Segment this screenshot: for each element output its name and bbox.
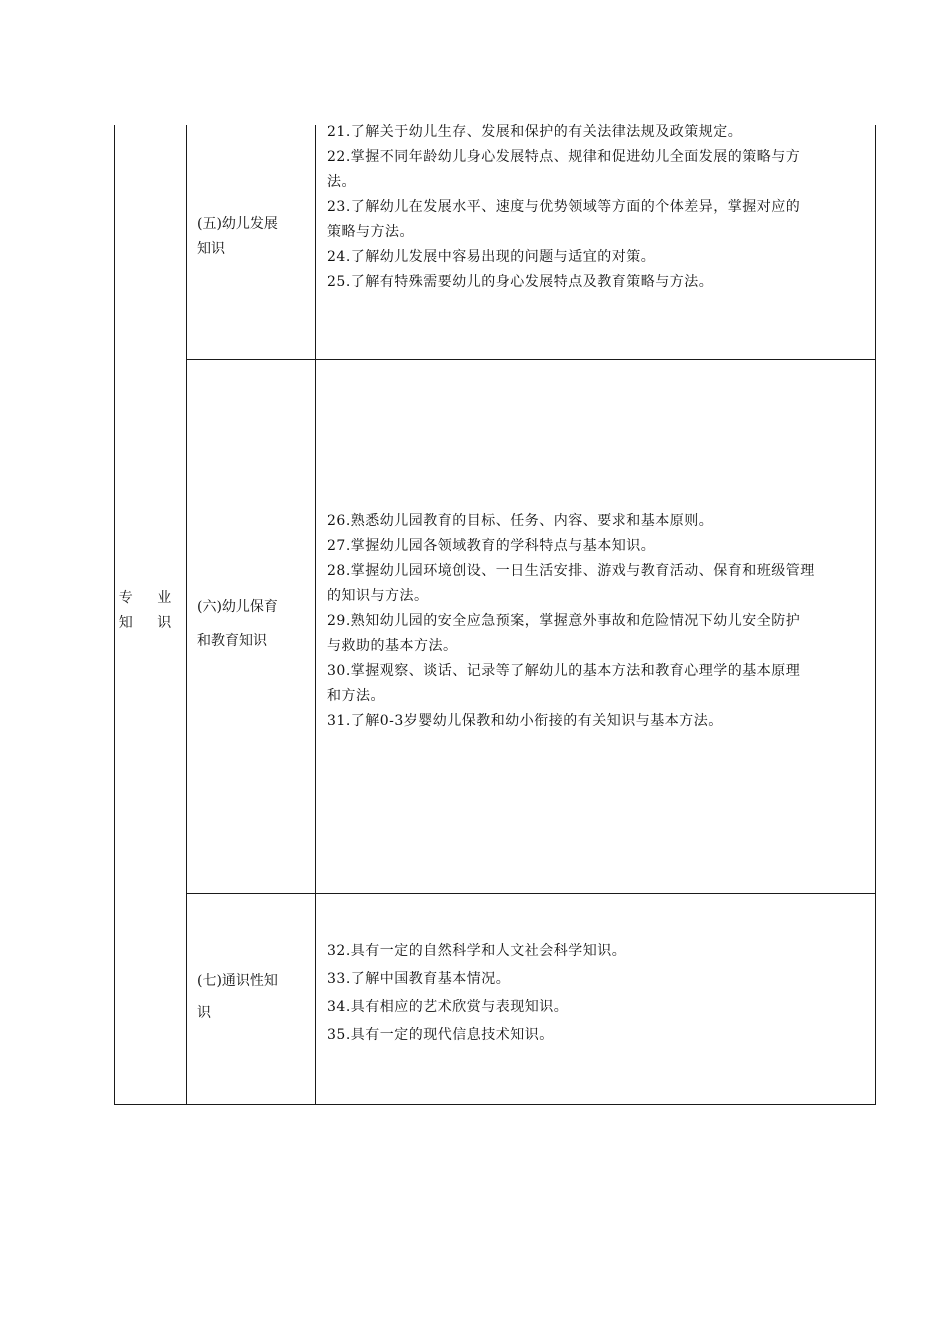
- list-item: 35.具有一定的现代信息技术知识。: [327, 1027, 554, 1043]
- list-item: 法。: [327, 174, 356, 190]
- section-title-7-line2: 识: [197, 1005, 211, 1021]
- row-divider-2: [186, 893, 876, 894]
- category-label: [114, 586, 186, 636]
- section-title-6-line2: 和教育知识: [197, 633, 267, 649]
- list-item: 33.了解中国教育基本情况。: [327, 971, 511, 987]
- list-item: 23.了解幼儿在发展水平、速度与优势领域等方面的个体差异，掌握对应的: [327, 199, 801, 215]
- table-divider-2: [315, 125, 316, 1105]
- section-title-5-line1: (五)幼儿发展: [197, 216, 278, 232]
- list-item: 28.掌握幼儿园环境创设、一日生活安排、游戏与教育活动、保育和班级管理: [327, 563, 815, 579]
- category-label-line2: 知 识: [118, 615, 182, 631]
- row-divider-1: [186, 359, 876, 360]
- list-item: 31.了解0-3岁婴幼儿保教和幼小衔接的有关知识与基本方法。: [327, 713, 723, 729]
- list-item: 21.了解关于幼儿生存、发展和保护的有关法律法规及政策规定。: [327, 124, 743, 140]
- section-title-7: [197, 965, 309, 1029]
- list-item: 与救助的基本方法。: [327, 638, 458, 654]
- section-content-7: [327, 937, 872, 1049]
- list-item: 32.具有一定的自然科学和人文社会科学知识。: [327, 943, 627, 959]
- list-item: 22.掌握不同年龄幼儿身心发展特点、规律和促进幼儿全面发展的策略与方: [327, 149, 801, 165]
- list-item: 34.具有相应的艺术欣赏与表现知识。: [327, 999, 569, 1015]
- section-title-5: [197, 212, 309, 262]
- section-title-5-line2: 知识: [197, 241, 225, 257]
- list-item: 27.掌握幼儿园各领域教育的学科特点与基本知识。: [327, 538, 656, 554]
- table-border-bottom: [114, 1104, 876, 1105]
- section-content-6: [327, 509, 872, 734]
- list-item: 30.掌握观察、谈话、记录等了解幼儿的基本方法和教育心理学的基本原理: [327, 663, 801, 679]
- list-item: 26.熟悉幼儿园教育的目标、任务、内容、要求和基本原则。: [327, 513, 714, 529]
- table-divider-1: [186, 125, 187, 1105]
- section-title-7-line1: (七)通识性知: [197, 973, 278, 989]
- section-title-6: [197, 590, 309, 658]
- list-item: 29.熟知幼儿园的安全应急预案，掌握意外事故和危险情况下幼儿安全防护: [327, 613, 801, 629]
- list-item: 的知识与方法。: [327, 588, 429, 604]
- list-item: 和方法。: [327, 688, 385, 704]
- list-item: 24.了解幼儿发展中容易出现的问题与适宜的对策。: [327, 249, 656, 265]
- list-item: 策略与方法。: [327, 224, 414, 240]
- category-label-line1: 专 业: [118, 590, 182, 606]
- section-title-6-line1: (六)幼儿保育: [197, 599, 278, 615]
- section-content-5: [327, 120, 872, 295]
- table-border-right: [875, 125, 876, 1105]
- list-item: 25.了解有特殊需要幼儿的身心发展特点及教育策略与方法。: [327, 274, 714, 290]
